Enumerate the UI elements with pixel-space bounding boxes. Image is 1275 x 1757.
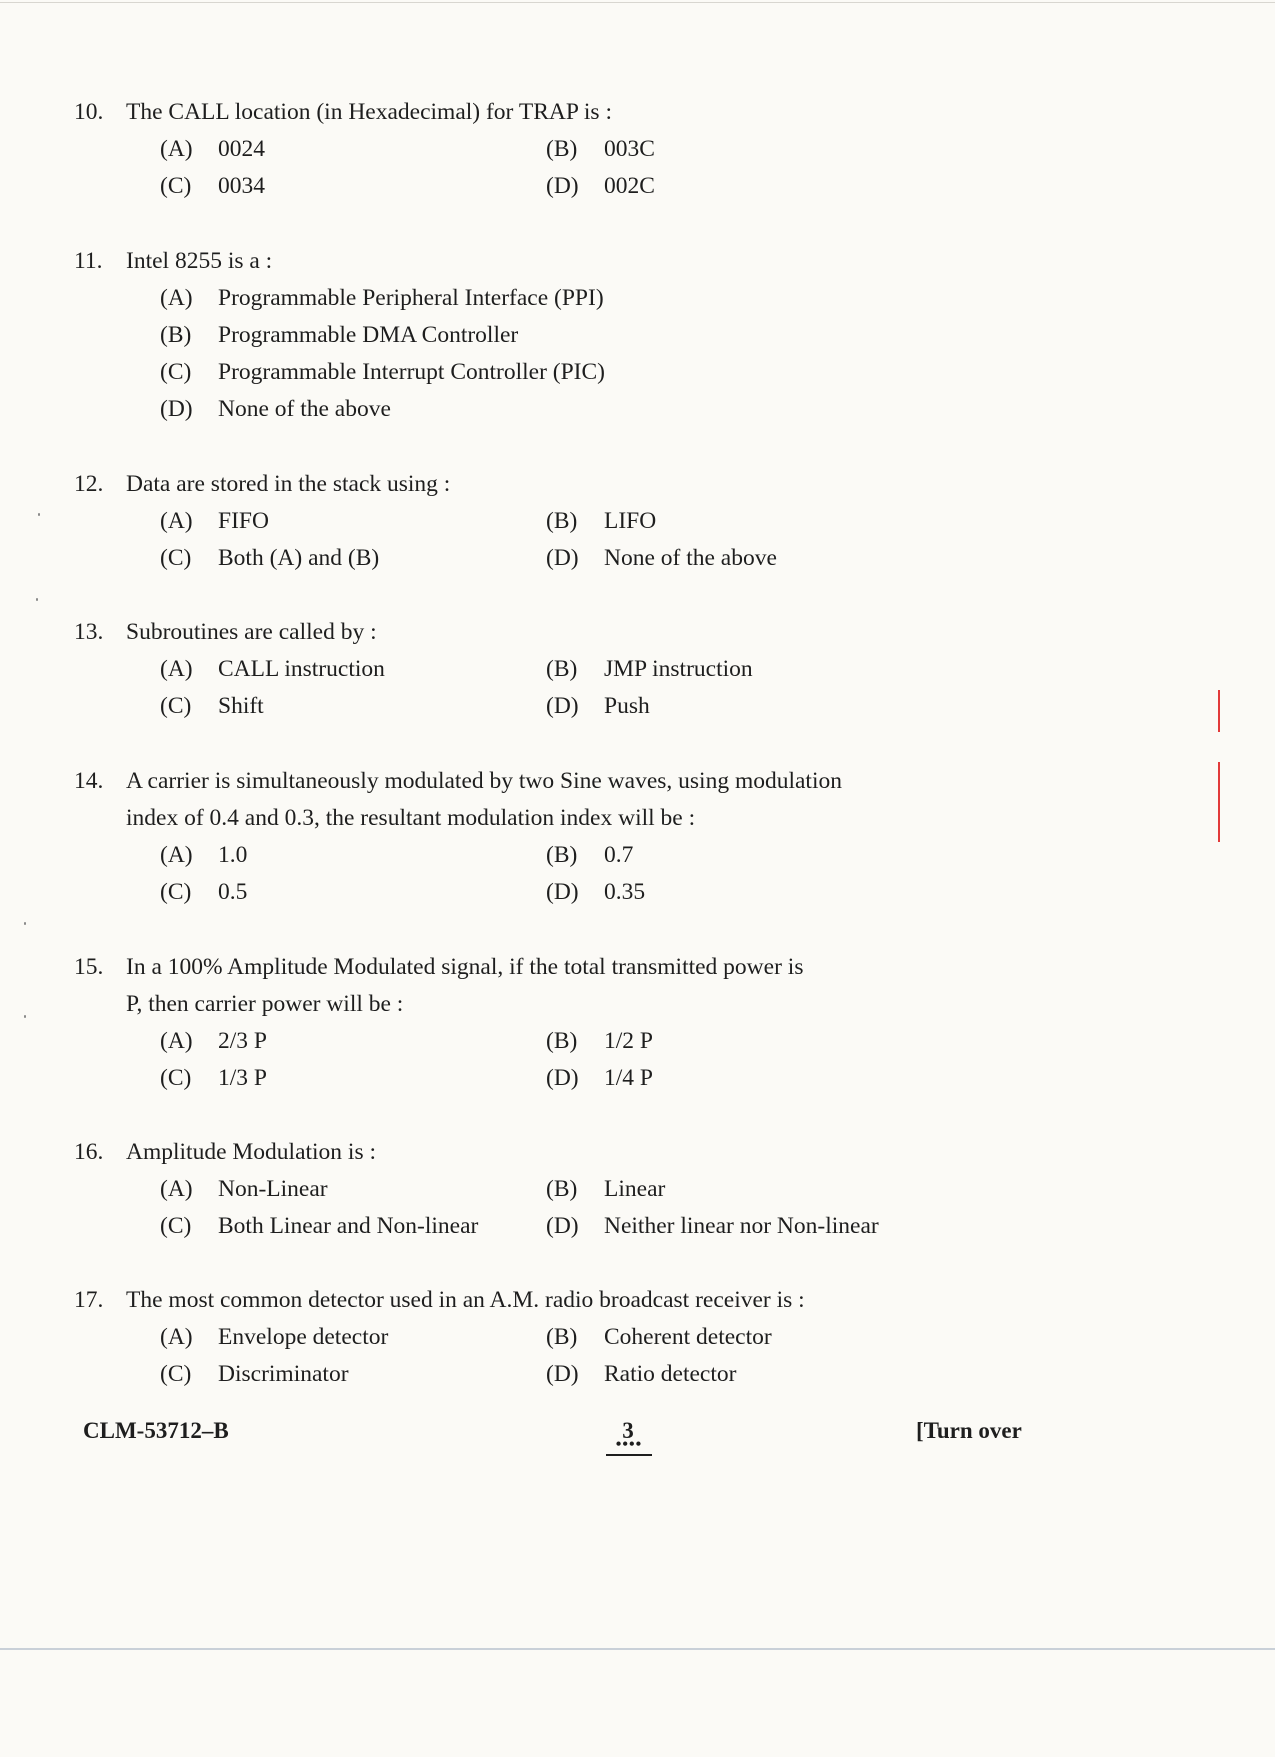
question-text: The most common detector used in an A.M. radio broadcast receiver is : xyxy=(126,1287,805,1313)
answer-option xyxy=(546,688,650,725)
answer-option xyxy=(160,317,518,354)
answer-option xyxy=(160,1319,388,1356)
option-letter: (A) xyxy=(160,285,193,311)
question-text-line xyxy=(74,763,954,800)
scan-speck xyxy=(36,598,38,601)
option-letter: (A) xyxy=(160,1324,193,1350)
option-text: Programmable Interrupt Controller (PIC) xyxy=(218,359,606,385)
option-letter: (C) xyxy=(160,1361,192,1387)
turn-over-label: [Turn over xyxy=(916,1418,1022,1443)
option-text: 0.7 xyxy=(604,842,634,868)
option-letter: (C) xyxy=(160,1213,192,1239)
option-text: Programmable DMA Controller xyxy=(218,322,519,348)
question-text-line xyxy=(74,94,954,131)
question-number: 14. xyxy=(74,768,104,794)
question-text-line xyxy=(74,800,954,837)
answer-option xyxy=(546,1356,736,1393)
question-text-line xyxy=(74,1282,954,1319)
options-row xyxy=(74,1171,954,1208)
question-text-line xyxy=(74,614,954,651)
answer-option xyxy=(546,503,656,540)
option-letter: (C) xyxy=(160,173,192,199)
answer-option xyxy=(160,540,379,577)
answer-option xyxy=(546,1060,653,1097)
option-text: CALL instruction xyxy=(218,656,385,682)
option-text: 2/3 P xyxy=(218,1028,267,1054)
option-letter: (D) xyxy=(546,545,579,571)
option-text: 1/4 P xyxy=(604,1065,653,1091)
option-letter: (C) xyxy=(160,879,192,905)
answer-option xyxy=(546,168,655,205)
answer-option xyxy=(160,1060,267,1097)
option-text: Envelope detector xyxy=(218,1324,389,1350)
red-margin-mark xyxy=(1218,690,1220,732)
question-text-line xyxy=(74,949,954,986)
question-16 xyxy=(74,1134,954,1245)
question-number: 16. xyxy=(74,1139,104,1165)
option-text: Shift xyxy=(218,693,264,719)
option-letter: (D) xyxy=(546,1065,579,1091)
option-letter: (B) xyxy=(546,842,578,868)
answer-option xyxy=(546,540,777,577)
question-text: Data are stored in the stack using : xyxy=(126,471,451,497)
answer-option xyxy=(160,837,247,874)
options-row xyxy=(74,1023,954,1060)
answer-option xyxy=(160,391,391,428)
question-text-line xyxy=(74,986,954,1023)
question-11 xyxy=(74,243,954,428)
answer-option xyxy=(160,1023,267,1060)
option-letter: (C) xyxy=(160,359,192,385)
page-number-dots: •••• xyxy=(606,1440,652,1456)
option-text: Both (A) and (B) xyxy=(218,545,380,571)
question-number: 13. xyxy=(74,619,104,645)
answer-option xyxy=(160,1171,328,1208)
option-letter: (A) xyxy=(160,136,193,162)
question-text: P, then carrier power will be : xyxy=(126,991,404,1017)
options-row xyxy=(74,1060,954,1097)
option-letter: (D) xyxy=(160,396,193,422)
question-text: The CALL location (in Hexadecimal) for TRAP is : xyxy=(126,99,612,125)
page-footer xyxy=(83,1418,1043,1458)
option-text: Neither linear nor Non-linear xyxy=(604,1213,879,1239)
scan-speck xyxy=(38,513,40,516)
question-number: 12. xyxy=(74,471,104,497)
scan-edge-top xyxy=(0,2,1275,3)
question-text: Subroutines are called by : xyxy=(126,619,377,645)
option-letter: (A) xyxy=(160,1028,193,1054)
options-row xyxy=(74,540,954,577)
question-text: index of 0.4 and 0.3, the resultant modulation index will be : xyxy=(126,805,696,831)
options-row xyxy=(74,874,954,911)
answer-option xyxy=(160,1208,478,1245)
option-text: Discriminator xyxy=(218,1361,349,1387)
option-text: 0.35 xyxy=(604,879,646,905)
question-13 xyxy=(74,614,954,725)
answer-option xyxy=(160,280,604,317)
option-text: None of the above xyxy=(218,396,391,422)
options-row xyxy=(74,280,954,317)
option-letter: (D) xyxy=(546,1213,579,1239)
answer-option xyxy=(160,131,265,168)
option-text: 0.5 xyxy=(218,879,248,905)
answer-option xyxy=(160,874,247,911)
answer-option xyxy=(160,651,385,688)
answer-option xyxy=(160,354,605,391)
question-17 xyxy=(74,1282,954,1393)
options-row xyxy=(74,391,954,428)
options-row xyxy=(74,168,954,205)
options-row xyxy=(74,354,954,391)
option-letter: (B) xyxy=(546,1028,578,1054)
question-text: A carrier is simultaneously modulated by two Sine waves, using modulation xyxy=(126,768,842,794)
options-row xyxy=(74,1319,954,1356)
option-text: 0034 xyxy=(218,173,265,199)
option-text: 1/3 P xyxy=(218,1065,267,1091)
scan-edge-bottom xyxy=(0,1648,1275,1650)
question-text: Amplitude Modulation is : xyxy=(126,1139,377,1165)
options-row xyxy=(74,837,954,874)
answer-option xyxy=(546,651,753,688)
answer-option xyxy=(160,168,265,205)
answer-option xyxy=(546,837,633,874)
question-text: In a 100% Amplitude Modulated signal, if the total transmitted power is xyxy=(126,954,804,980)
options-row xyxy=(74,131,954,168)
question-15 xyxy=(74,949,954,1097)
option-letter: (C) xyxy=(160,1065,192,1091)
options-row xyxy=(74,651,954,688)
question-12 xyxy=(74,466,954,577)
answer-option xyxy=(160,503,269,540)
answer-option xyxy=(546,874,645,911)
answer-option xyxy=(546,131,655,168)
option-letter: (B) xyxy=(546,1176,578,1202)
option-letter: (A) xyxy=(160,842,193,868)
red-margin-mark xyxy=(1218,762,1220,842)
options-row xyxy=(74,1356,954,1393)
answer-option xyxy=(546,1171,665,1208)
option-text: 0024 xyxy=(218,136,265,162)
option-text: Coherent detector xyxy=(604,1324,772,1350)
answer-option xyxy=(160,688,264,725)
option-text: Ratio detector xyxy=(604,1361,737,1387)
question-number: 10. xyxy=(74,99,104,125)
answer-option xyxy=(546,1208,879,1245)
option-text: JMP instruction xyxy=(604,656,753,682)
scan-speck xyxy=(24,922,26,925)
option-letter: (A) xyxy=(160,508,193,534)
question-text-line xyxy=(74,243,954,280)
options-row xyxy=(74,503,954,540)
option-text: Both Linear and Non-linear xyxy=(218,1213,479,1239)
question-text-line xyxy=(74,466,954,503)
page-number: 3 xyxy=(622,1418,634,1443)
answer-option xyxy=(546,1319,772,1356)
option-letter: (D) xyxy=(546,173,579,199)
option-letter: (B) xyxy=(546,136,578,162)
option-letter: (A) xyxy=(160,1176,193,1202)
option-text: Programmable Peripheral Interface (PPI) xyxy=(218,285,604,311)
option-text: FIFO xyxy=(218,508,269,534)
question-10 xyxy=(74,94,954,205)
answer-option xyxy=(160,1356,349,1393)
option-text: None of the above xyxy=(604,545,777,571)
paper-code: CLM-53712–B xyxy=(83,1418,229,1443)
option-text: 002C xyxy=(604,173,655,199)
scan-speck xyxy=(24,1015,26,1018)
option-letter: (B) xyxy=(160,322,192,348)
question-text: Intel 8255 is a : xyxy=(126,248,273,274)
option-letter: (C) xyxy=(160,693,192,719)
question-number: 15. xyxy=(74,954,104,980)
option-text: 003C xyxy=(604,136,655,162)
option-text: Linear xyxy=(604,1176,666,1202)
answer-option xyxy=(546,1023,653,1060)
options-row xyxy=(74,688,954,725)
question-number: 17. xyxy=(74,1287,104,1313)
question-14 xyxy=(74,763,954,911)
options-row xyxy=(74,1208,954,1245)
option-text: Non-Linear xyxy=(218,1176,328,1202)
option-text: Push xyxy=(604,693,650,719)
question-number: 11. xyxy=(74,248,103,274)
option-text: 1/2 P xyxy=(604,1028,653,1054)
option-letter: (C) xyxy=(160,545,192,571)
option-letter: (A) xyxy=(160,656,193,682)
option-text: 1.0 xyxy=(218,842,248,868)
option-letter: (B) xyxy=(546,656,578,682)
option-letter: (B) xyxy=(546,508,578,534)
option-letter: (D) xyxy=(546,693,579,719)
option-letter: (D) xyxy=(546,1361,579,1387)
question-text-line xyxy=(74,1134,954,1171)
option-letter: (B) xyxy=(546,1324,578,1350)
option-text: LIFO xyxy=(604,508,657,534)
options-row xyxy=(74,317,954,354)
option-letter: (D) xyxy=(546,879,579,905)
